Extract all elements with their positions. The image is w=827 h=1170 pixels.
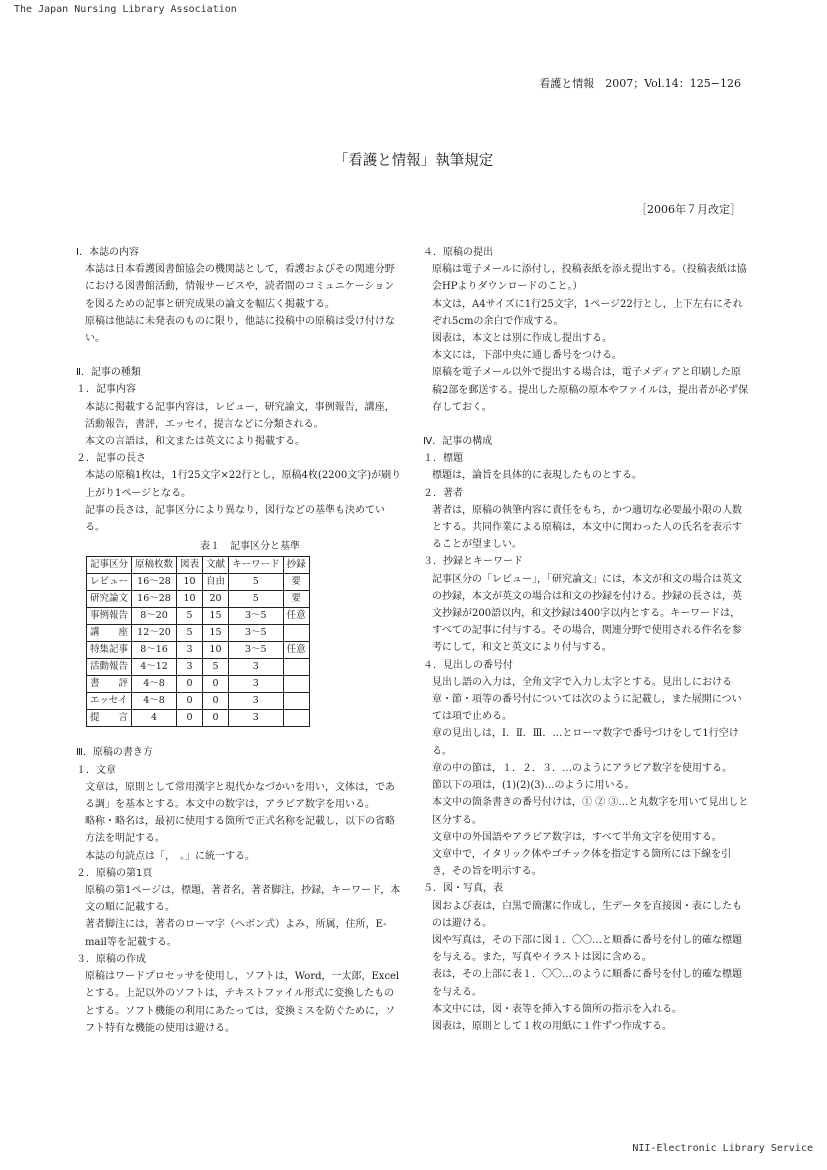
table-cell: エッセイ <box>87 693 132 710</box>
table-row <box>87 574 310 591</box>
table-header: キーワード <box>229 557 284 574</box>
paragraph: 文章中の外国語やアラビア数字は，すべて半角文字を使用する。 <box>432 831 722 843</box>
table-cell: 5 <box>229 591 284 608</box>
paragraph: 記事区分の「レビュー」，「研究論文」には，本文が和文の場合は英文の抄録，本文が英文の場合は和文の抄録を付ける。抄録の長さは，英文抄録が200語以内，和文抄録は400字以内とする。キーワードは，すべての記事に付与する。その場合，関連分野で使用される件名を参考にして，和文と英文により付与する。 <box>432 573 742 654</box>
subsection-heading: １．記事内容 <box>76 384 136 396</box>
table-header: 原稿枚数 <box>132 557 177 574</box>
paragraph: 標題は，論旨を具体的に表現したものとする。 <box>432 470 642 482</box>
paragraph: 原稿は電子メールに添付し，投稿表紙を添え提出する。（投稿表紙は協会HPよりダウンロードのこと。） <box>432 264 747 293</box>
table-cell: 0 <box>203 676 229 693</box>
table-caption: 表１ 記事区分と基準 <box>200 541 300 553</box>
service-footer: NII-Electronic Library Service <box>632 1143 813 1154</box>
table-cell: 活動報告 <box>87 659 132 676</box>
paragraph: 原稿を電子メール以外で提出する場合は，電子メディアと印刷した原稿2部を郵送する。提出した原稿の原本やファイルは，提出者が必ず保存しておく。 <box>432 367 749 413</box>
table-row <box>87 591 310 608</box>
table-row <box>87 676 310 693</box>
table-cell: 研究論文 <box>87 591 132 608</box>
table-cell <box>283 693 309 710</box>
section-heading: Ⅲ．原稿の書き方 <box>76 747 153 759</box>
table-cell: 20 <box>203 591 229 608</box>
table-cell: 16〜28 <box>132 574 177 591</box>
paragraph: 図表は，原則として１枚の用紙に１件ずつ作成する。 <box>432 1020 672 1032</box>
paragraph: 略称・略名は，最初に使用する箇所で正式名称を記載し，以下の省略方法を明記する。 <box>85 816 395 845</box>
table-cell: レビュー <box>87 574 132 591</box>
table-cell: 10 <box>177 591 203 608</box>
table-header: 図表 <box>177 557 203 574</box>
paragraph: 見出し語の入力は，全角文字で入力し太字とする。見出しにおける章・節・項等の番号付については次のように記載し，また展開については項で止める。 <box>432 676 742 723</box>
paragraph: 本文には，下部中央に通し番号をつける。 <box>432 350 622 362</box>
table-cell: 0 <box>203 693 229 710</box>
table-row <box>87 693 310 710</box>
table-cell: 4〜8 <box>132 676 177 693</box>
table-cell: 4 <box>132 710 177 727</box>
table-cell: 特集記事 <box>87 642 132 659</box>
table-cell: 3 <box>229 676 284 693</box>
table-cell: 0 <box>177 693 203 710</box>
paragraph: 本誌は日本看護図書館協会の機関誌として，看護およびその関連分野における図書館活動，情報サービスや，読者間のコミュニケーションを図るための記事と研究成果の論文を幅広く掲載する。 <box>85 264 395 310</box>
paragraph: 原稿の第1ページは，標題，著者名，著者脚注，抄録，キーワード，本文の順に記載する。 <box>85 885 401 914</box>
section-heading: Ⅰ．本誌の内容 <box>76 247 139 258</box>
article-category-table <box>86 556 310 727</box>
paragraph: 節以下の項は，(1)(2)(3)…のように用いる。 <box>432 780 635 792</box>
table-cell: 0 <box>177 676 203 693</box>
table-cell: 3 <box>229 693 284 710</box>
subsection-heading: １．文章 <box>76 764 116 776</box>
table-cell: 4〜12 <box>132 659 177 676</box>
table-cell: 0 <box>177 710 203 727</box>
organization-header: The Japan Nursing Library Association <box>14 4 237 15</box>
table-header: 抄録 <box>283 557 309 574</box>
table-row <box>87 608 310 625</box>
table-cell <box>283 676 309 693</box>
table-cell: 3 <box>229 659 284 676</box>
table-cell: 10 <box>177 574 203 591</box>
table-cell: 3〜5 <box>229 642 284 659</box>
table-cell: 5 <box>177 625 203 642</box>
subsection-heading: ４．見出しの番号付 <box>423 659 513 671</box>
table-row <box>87 659 310 676</box>
table-row <box>87 642 310 659</box>
paragraph: 本文中の箇条書きの番号付けは，① ② ③…と丸数字を用いて見出しと区分する。 <box>432 797 749 826</box>
table-cell: 3 <box>177 642 203 659</box>
subsection-heading: ２．著者 <box>423 487 463 499</box>
paragraph: 章の見出しは，Ⅰ．Ⅱ．Ⅲ．…とローマ数字で番号づけをして1行空ける。 <box>432 728 739 757</box>
table-row <box>87 625 310 642</box>
table-header: 記事区分 <box>87 557 132 574</box>
paragraph: 図や写真は，その下部に図１．〇〇…と順番に番号を付し的確な標題を与える。また，写真やイラストは図に含める。 <box>432 934 742 964</box>
table-cell: 8〜16 <box>132 642 177 659</box>
paragraph: 原稿はワードプロセッサを使用し，ソフトは，Word，一太郎，Excelとする。上記以外のソフトは，テキストファイル形式に変換したものとする。ソフト機能の利用にあたっては，変換ミスを防ぐために，ソフト特有な機能の使用は避ける。 <box>85 971 400 1034</box>
paragraph: 本文の言語は，和文または英文により掲載する。 <box>85 436 305 448</box>
table-cell: 3〜5 <box>229 625 284 642</box>
paragraph: 文章中で，イタリック体やゴチック体を指定する箇所には下線を引き，その旨を明示する。 <box>432 848 732 878</box>
section-heading: Ⅳ．記事の構成 <box>423 436 493 448</box>
table-cell: 5 <box>229 574 284 591</box>
paragraph: 図表は，本文とは別に作成し提出する。 <box>432 333 612 345</box>
paragraph: 文章は，原則として常用漢字と現代かなづかいを用い，文体は，である調」を基本とする。本文中の数字は，アラビア数字を用いる。 <box>85 781 395 811</box>
table-header: 文献 <box>203 557 229 574</box>
table-cell: 事例報告 <box>87 608 132 625</box>
paragraph: 著者脚注には，著者のローマ字（ヘボン式）よみ，所属，住所，E-mail等を記載する。 <box>85 919 387 948</box>
table-cell: 3 <box>229 710 284 727</box>
table-cell <box>283 625 309 642</box>
paragraph: 原稿は他誌に未発表のものに限り，他誌に投稿中の原稿は受け付けない。 <box>85 315 395 345</box>
table-cell: 4〜8 <box>132 693 177 710</box>
table-cell: 任意 <box>283 608 309 625</box>
subsection-heading: ５．図・写真，表 <box>423 883 503 895</box>
table-cell: 0 <box>203 710 229 727</box>
subsection-heading: １．標題 <box>423 453 463 465</box>
table-cell: 15 <box>203 608 229 625</box>
table-header-row <box>87 557 310 574</box>
table-cell: 要 <box>283 591 309 608</box>
subsection-heading: ２．原稿の第1頁 <box>76 867 153 879</box>
table-cell: 提 言 <box>87 710 132 727</box>
table-cell: 15 <box>203 625 229 642</box>
left-column <box>76 244 404 1037</box>
paragraph: 本文は，A4サイズに1行25文字，1ページ22行とし，上下左右にそれぞれ5cmの余白で作成する。 <box>432 298 743 327</box>
paragraph: 表は，その上部に表１．〇〇…のように順番に番号を付し的確な標題を与える。 <box>432 969 742 998</box>
table-cell: 講 座 <box>87 625 132 642</box>
table-cell: 書 評 <box>87 676 132 693</box>
paragraph: 記事の長さは，記事区分により異なり，図行などの基準も決めている。 <box>85 504 385 534</box>
table-cell: 3 <box>177 659 203 676</box>
table-cell: 自由 <box>203 574 229 591</box>
table-cell: 5 <box>203 659 229 676</box>
section-heading: Ⅱ．記事の種類 <box>76 367 141 379</box>
table-cell: 任意 <box>283 642 309 659</box>
subsection-heading: ３．抄録とキーワード <box>423 556 523 568</box>
paragraph: 本誌の原稿1枚は，1行25文字×22行とし，原稿4枚(2200文字)が刷り上がり1ページとなる。 <box>85 470 402 499</box>
table-cell: 3〜5 <box>229 608 284 625</box>
subsection-heading: ３．原稿の作成 <box>76 953 146 965</box>
right-column <box>423 244 749 1035</box>
paragraph: 著者は，原稿の執筆内容に責任をもち，かつ適切な必要最小限の人数とする。共同作業による原稿は，本文中に関わった人の氏名を表示することが望ましい。 <box>432 504 742 551</box>
table-cell: 8〜20 <box>132 608 177 625</box>
journal-citation: 看護と情報 2007；Vol.14：125−126 <box>539 77 741 90</box>
table-cell: 要 <box>283 574 309 591</box>
table-cell: 16〜28 <box>132 591 177 608</box>
table-cell <box>283 659 309 676</box>
table-cell: 12〜20 <box>132 625 177 642</box>
paragraph: 本誌に掲載する記事内容は，レビュー，研究論文，事例報告，講座，活動報告，書評，エッセイ，提言などに分類される。 <box>85 401 395 430</box>
revision-date: ［2006年７月改定］ <box>636 203 741 216</box>
paragraph: 本文中には，図・表等を挿入する箇所の指示を入れる。 <box>432 1003 682 1015</box>
subsection-heading: ４．原稿の提出 <box>423 247 493 258</box>
paragraph: 章の中の節は，１．２．３．…のようにアラビア数字を使用する。 <box>432 762 732 774</box>
page-title: 「看護と情報」執筆規定 <box>333 153 494 169</box>
paragraph: 本誌の句読点は「， 。」に統一する。 <box>85 850 255 862</box>
paragraph: 図および表は，白黒で簡潔に作成し，生データを直接図・表にしたものは避ける。 <box>432 900 742 929</box>
table-cell <box>283 710 309 727</box>
table-row <box>87 710 310 727</box>
table-cell: 5 <box>177 608 203 625</box>
subsection-heading: ２．記事の長さ <box>76 453 146 465</box>
table-cell: 10 <box>203 642 229 659</box>
